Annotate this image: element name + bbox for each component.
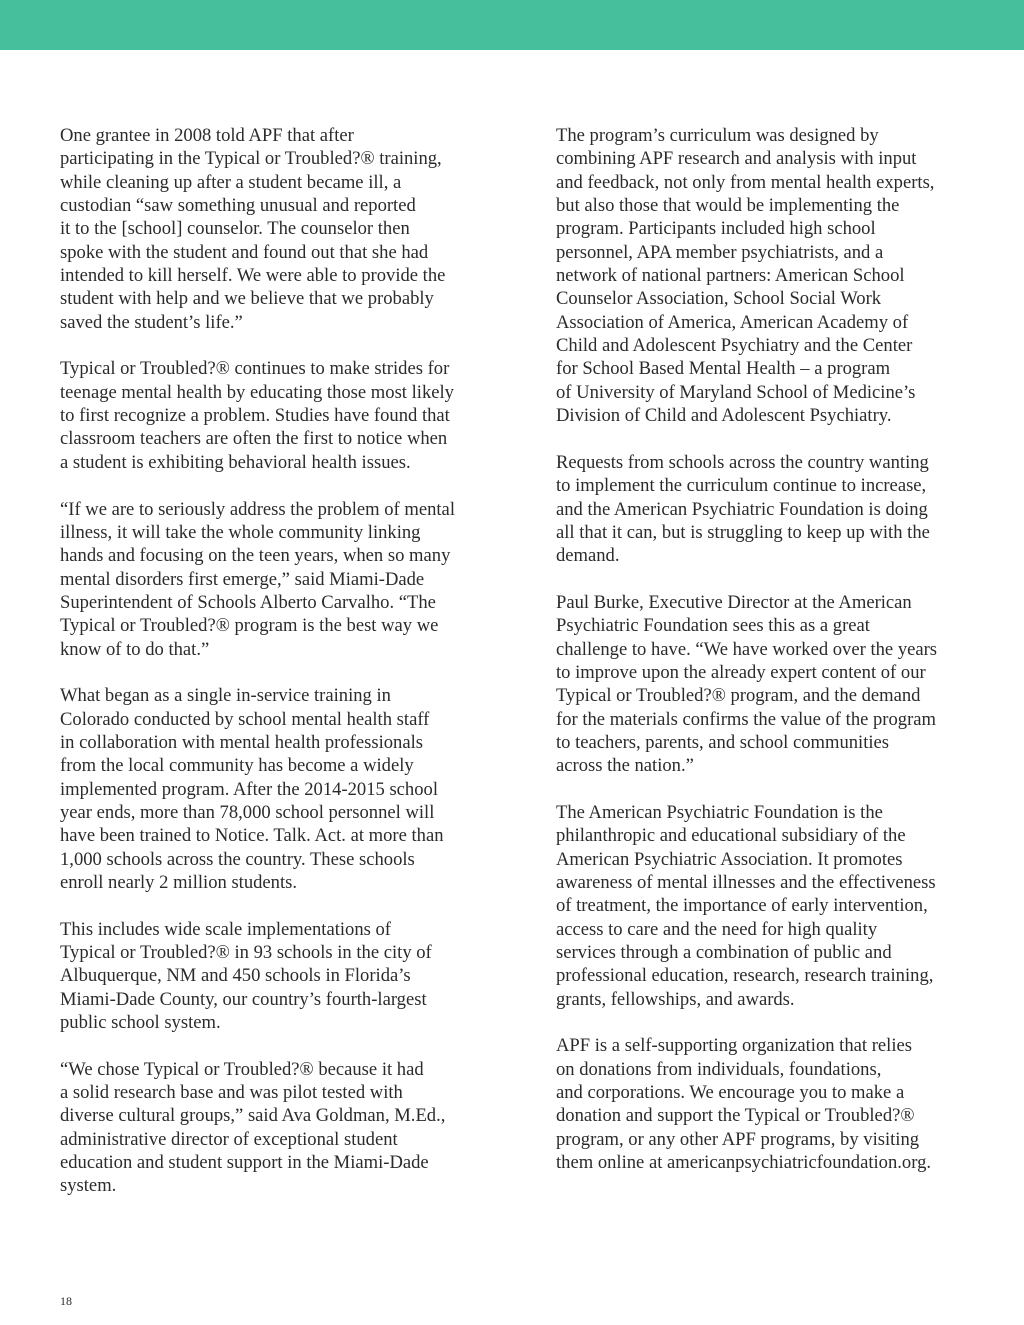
- text-line: The American Psychiatric Foundation is the: [556, 801, 883, 823]
- text-line: access to care and the need for high quality: [556, 918, 878, 940]
- text-line: system.: [60, 1175, 117, 1197]
- body-paragraph: [60, 357, 500, 474]
- header-color-band: [0, 0, 1024, 50]
- body-paragraph: [556, 124, 976, 427]
- text-line: saved the student’s life.”: [60, 311, 243, 333]
- text-line: Requests from schools across the country wanting: [556, 451, 929, 473]
- text-line: on donations from individuals, foundations,: [556, 1058, 882, 1080]
- text-line: grants, fellowships, and awards.: [556, 988, 795, 1010]
- text-line: Typical or Troubled?® program, and the demand: [556, 685, 921, 707]
- text-line: Albuquerque, NM and 450 schools in Florida’s: [60, 965, 411, 987]
- text-line: donation and support the Typical or Troubled?®: [556, 1105, 915, 1127]
- text-line: services through a combination of public and: [556, 942, 892, 964]
- text-line: Counselor Association, School Social Work: [556, 288, 882, 310]
- text-line: across the nation.”: [556, 755, 694, 777]
- text-line: of University of Maryland School of Medicine’s: [556, 381, 916, 403]
- text-line: but also those that would be implementing the: [556, 195, 900, 217]
- text-line: public school system.: [60, 1012, 221, 1034]
- body-paragraph: [556, 451, 976, 568]
- text-line: Division of Child and Adolescent Psychiatry.: [556, 405, 892, 427]
- text-line: in collaboration with mental health professionals: [60, 731, 424, 753]
- text-line: challenge to have. “We have worked over the years: [556, 638, 938, 660]
- text-line: intended to kill herself. We were able to provide the: [60, 265, 446, 287]
- text-line: and feedback, not only from mental health experts,: [556, 171, 935, 193]
- text-line: personnel, APA member psychiatrists, and a: [556, 241, 884, 263]
- body-paragraph: [60, 1058, 500, 1198]
- text-line: them online at americanpsychiatricfoundation.org.: [556, 1152, 932, 1174]
- body-paragraph: [60, 498, 500, 661]
- text-line: participating in the Typical or Troubled?® training,: [60, 148, 442, 170]
- text-line: to teachers, parents, and school communities: [556, 731, 890, 753]
- text-line: to improve upon the already expert content of our: [556, 661, 926, 683]
- text-line: Miami-Dade County, our country’s fourth-largest: [60, 988, 427, 1010]
- text-line: Paul Burke, Executive Director at the American: [556, 591, 912, 613]
- text-line: Psychiatric Foundation sees this as a great: [556, 615, 870, 637]
- text-line: awareness of mental illnesses and the effectiveness: [556, 872, 936, 893]
- text-line: One grantee in 2008 told APF that after: [60, 125, 354, 146]
- text-line: Typical or Troubled?® in 93 schools in the city of: [60, 942, 432, 964]
- text-line: and corporations. We encourage you to make a: [556, 1082, 905, 1104]
- body-paragraph: [556, 1034, 976, 1174]
- text-line: Typical or Troubled?® continues to make strides for: [60, 358, 450, 380]
- text-line: know of to do that.”: [60, 638, 210, 660]
- text-line: education and student support in the Miami-Dade: [60, 1152, 429, 1174]
- left-text-column: [60, 124, 500, 1221]
- text-line: APF is a self-supporting organization that relies: [556, 1035, 912, 1057]
- text-line: while cleaning up after a student became ill, a: [60, 171, 402, 193]
- text-line: a student is exhibiting behavioral health issues.: [60, 451, 411, 473]
- text-line: it to the [school] counselor. The counselor then: [60, 218, 410, 240]
- text-line: professional education, research, research training,: [556, 965, 934, 987]
- text-line: network of national partners: American School: [556, 265, 905, 287]
- text-line: student with help and we believe that we probably: [60, 288, 434, 310]
- text-line: Superintendent of Schools Alberto Carvalho. “The: [60, 591, 436, 613]
- text-line: teenage mental health by educating those most likely: [60, 381, 454, 403]
- text-line: enroll nearly 2 million students.: [60, 872, 298, 893]
- text-line: custodian “saw something unusual and reported: [60, 195, 416, 217]
- text-line: Typical or Troubled?® program is the best way we: [60, 615, 439, 637]
- text-line: What began as a single in-service training in: [60, 685, 391, 707]
- text-line: 1,000 schools across the country. These schools: [60, 848, 415, 870]
- text-line: all that it can, but is struggling to keep up with the: [556, 521, 930, 543]
- text-line: program. Participants included high school: [556, 218, 876, 240]
- text-line: illness, it will take the whole community linking: [60, 521, 421, 543]
- body-paragraph: [556, 591, 976, 778]
- text-line: for School Based Mental Health – a program: [556, 358, 891, 380]
- text-line: Colorado conducted by school mental health staff: [60, 708, 430, 730]
- text-line: American Psychiatric Association. It promotes: [556, 848, 903, 870]
- body-paragraph: [60, 684, 500, 894]
- text-line: The program’s curriculum was designed by: [556, 125, 879, 146]
- text-line: for the materials confirms the value of the program: [556, 708, 937, 730]
- text-line: Association of America, American Academy of: [556, 311, 909, 333]
- body-paragraph: [60, 124, 500, 334]
- text-line: demand.: [556, 545, 620, 567]
- text-line: “If we are to seriously address the problem of mental: [60, 498, 455, 520]
- text-line: spoke with the student and found out that she had: [60, 241, 429, 263]
- text-line: from the local community has become a widely: [60, 755, 414, 777]
- body-paragraph: [556, 801, 976, 1011]
- text-line: year ends, more than 78,000 school personnel will: [60, 801, 435, 823]
- text-line: philanthropic and educational subsidiary of the: [556, 825, 906, 847]
- text-line: administrative director of exceptional student: [60, 1128, 398, 1150]
- text-line: to implement the curriculum continue to increase,: [556, 475, 927, 497]
- text-line: program, or any other APF programs, by visiting: [556, 1128, 920, 1150]
- text-line: diverse cultural groups,” said Ava Goldman, M.Ed.,: [60, 1105, 446, 1127]
- text-line: Child and Adolescent Psychiatry and the Center: [556, 335, 913, 357]
- text-line: mental disorders first emerge,” said Miami-Dade: [60, 568, 425, 590]
- page-number: 18: [60, 1294, 72, 1308]
- text-line: implemented program. After the 2014-2015 school: [60, 778, 438, 800]
- text-line: “We chose Typical or Troubled?® because it had: [60, 1058, 424, 1080]
- right-text-column: [556, 124, 976, 1198]
- text-line: a solid research base and was pilot tested with: [60, 1082, 403, 1104]
- text-line: have been trained to Notice. Talk. Act. at more than: [60, 825, 444, 847]
- text-line: and the American Psychiatric Foundation is doing: [556, 498, 928, 520]
- text-line: This includes wide scale implementations of: [60, 918, 391, 940]
- text-line: combining APF research and analysis with input: [556, 148, 917, 170]
- text-line: classroom teachers are often the first to notice when: [60, 428, 448, 450]
- text-line: of treatment, the importance of early intervention,: [556, 895, 928, 917]
- text-line: hands and focusing on the teen years, when so many: [60, 545, 451, 567]
- text-line: to first recognize a problem. Studies have found that: [60, 405, 450, 427]
- body-paragraph: [60, 918, 500, 1035]
